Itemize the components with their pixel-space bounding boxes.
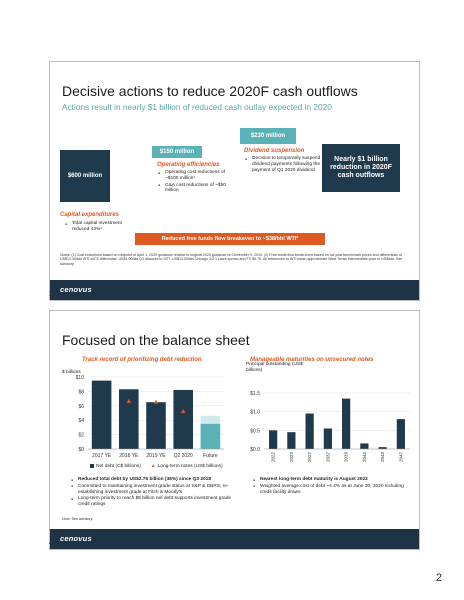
maturity-bar [287,432,295,449]
x-tick-label: Future [203,453,218,459]
legend-label-net-debt: Net debt (C$ billions) [96,463,141,469]
slide-title: Focused on the balance sheet [62,332,250,348]
triangle-icon: ▲ [150,463,156,469]
x-tick-label: 2047 [398,452,404,463]
legend-item-notes [151,463,223,469]
y-tick-label: $0.0 [250,447,260,453]
dividend-bullet: ● Decision to temporarily suspend dividend payments following the payment of Q1 2020 dividend [252,156,322,173]
slide-notes: Notes: (1) Cost reductions based on midpoint of April 1, 2020 guidance relative to original 2020 guidance on December 9, 2019. (2) Free funds flow break-even based on full year benchmark prices and differentials of US$12.30/bbl WTI-WCS differential, US$1.00/bbl Q3 discount to WTI, US$13.00/bbl Chicago 3:2:1 crack spread and FX $0.75. All references to WTI mean approximate West Texas Intermediate price in US$/bbl. See Advisory. [60,253,403,266]
net-debt-bar [92,381,112,449]
dividend-heading: Dividend suspension [244,148,305,154]
x-tick-label: 2017 YE [92,453,112,459]
future-bar [201,424,221,449]
y-tick-label: $4 [78,418,84,425]
x-tick-label: 2043 [380,452,386,463]
left-bullet: ● Committed to maintaining investment grade status at S&P & DBRS; re-establishing investment grade at Fitch & Moody's [78,484,238,496]
maturities-chart [238,373,413,465]
x-tick-label: 2037 [325,452,331,463]
left-bullet: ● Reduced total debt by US$2.75 billion (36%) since Q3 2018 [78,477,238,483]
dividend-bullets [244,156,322,174]
net-debt-bar [119,389,139,449]
left-y-unit: $ billions [62,370,81,375]
breakeven-banner: Reduced free funds flow breakeven to ~$38/bbl WTI² [135,233,325,245]
opex-amount-box: $150 million [152,146,202,158]
x-tick-label: 2039 [343,452,349,463]
net-debt-bar [173,390,193,449]
maturity-bar [306,414,314,449]
slide-number: 3 [49,291,53,298]
net-debt-bar [146,402,166,449]
y-tick-label: $10 [75,375,84,381]
x-tick-label: 2042 [361,452,367,463]
capex-heading: Capital expenditures [60,212,120,218]
opex-bullets [157,170,235,195]
capex-amount-box: $600 million [60,150,110,202]
left-bullet: ● Long-term priority to reach $5 billion net debt supports investment grade credit ratings [78,496,238,508]
right-y-unit: Principal outstanding (US$ billions) [246,362,303,373]
y-tick-label: $6 [78,403,84,410]
total-reduction-box: Nearly $1 billion reduction in 2020F cash outflows [322,144,400,192]
notes-marker [154,400,159,404]
legend-label-notes: Long-term notes (US$ billions) [157,463,223,469]
x-tick-label: Q2 2020 [173,453,193,459]
page-number: 2 [435,572,442,584]
left-chart-heading: Track record of prioritizing debt reduction [82,357,202,363]
slide-number: 4 [49,540,53,547]
x-tick-label: 2019 YE [146,453,166,459]
left-chart-legend [90,463,223,469]
slide-4 [49,310,420,550]
y-tick-label: $0.5 [250,428,260,435]
left-bullets [70,477,238,509]
debt-reduction-chart [60,373,230,465]
opex-bullet: ● G&A cost reductions of ~$50 million [165,183,235,195]
slide-notes: Note: See advisory. [62,517,94,521]
maturity-bar [360,443,368,449]
slide-title: Decisive actions to reduce 2020F cash outflows [62,83,358,99]
legend-item-net-debt [90,464,141,469]
x-tick-label: 2023 [288,452,294,463]
right-bullets [252,477,415,496]
footer-bar [50,529,419,549]
right-bullet: ● Weighted average cost of debt ~4.4% as at June 30, 2020 including credit facility draws [260,484,415,496]
cenovus-logo: cenovus [60,534,92,543]
slide-3 [49,61,420,301]
y-tick-label: $0 [78,447,84,453]
y-tick-label: $2 [78,432,84,439]
legend-swatch-net-debt [90,464,94,468]
dividend-amount-box: $230 million [240,128,296,144]
right-chart-heading: Manageable maturities on unsecured notes [250,357,374,363]
maturity-bar [342,399,350,449]
opex-bullet: ● Operating cost reductions of ~$100 million¹ [165,170,235,182]
slide-subtitle: Actions result in nearly $1 billion of reduced cash outlay expected in 2020 [62,102,332,112]
y-tick-label: $1.5 [250,391,260,397]
opex-heading: Operating efficiencies [157,162,220,168]
cenovus-logo: cenovus [60,285,92,294]
x-tick-label: 2018 YE [119,453,139,459]
capex-bullet: ● Total capital investment reduced 43%¹ [72,221,132,233]
y-tick-label: $1.0 [250,409,260,416]
footer-bar [50,280,419,300]
x-tick-label: 2022 [270,452,276,463]
x-tick-label: 2027 [307,452,313,463]
maturity-bar [324,428,332,449]
right-bullet: ● Nearest long-term debt maturity is August 2022 [260,477,415,483]
y-tick-label: $8 [78,389,84,396]
capex-bullets [64,221,132,234]
maturity-bar [397,419,405,449]
maturity-bar [269,430,277,449]
